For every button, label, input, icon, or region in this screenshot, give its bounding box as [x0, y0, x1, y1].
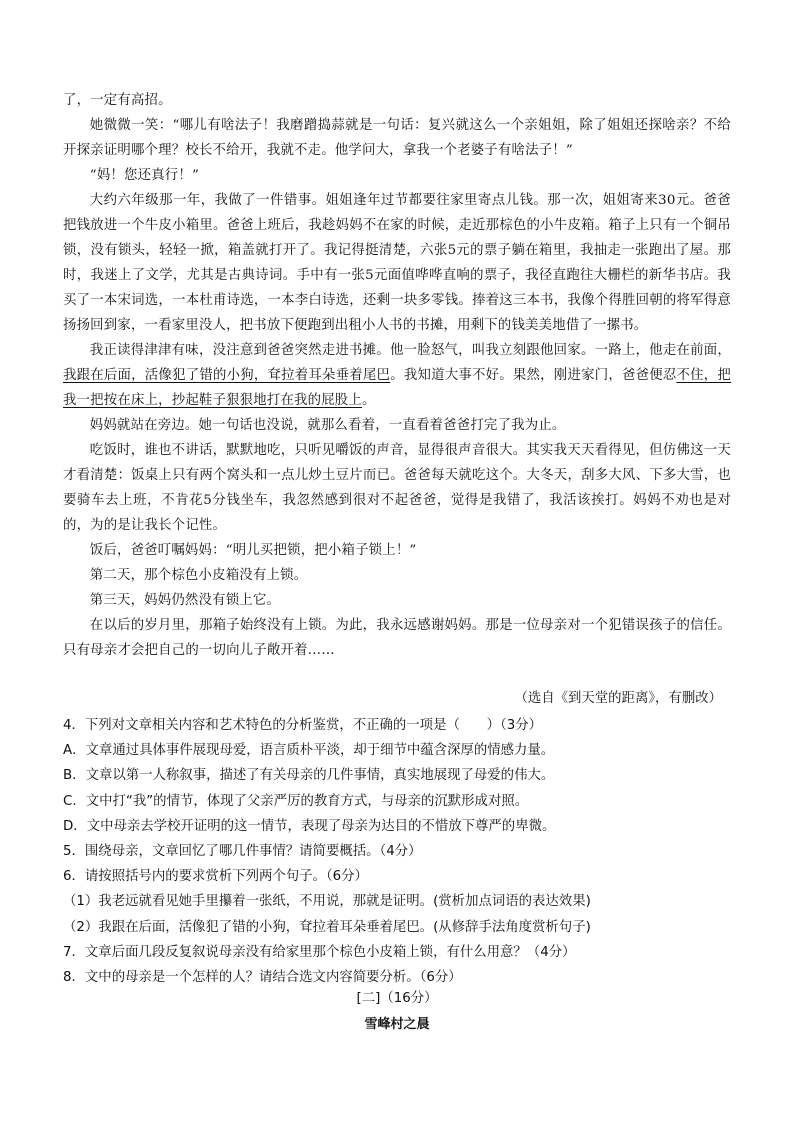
question-5: 5．围绕母亲，文章回忆了哪几件事情？请简要概括。（4分）: [63, 844, 422, 860]
question-6-part-2: （2）我跟在后面，活像犯了错的小狗，耷拉着耳朵垂着尾巴。(从修辞手法角度赏析句子): [63, 919, 591, 935]
passage-paragraph: 饭后，爸爸叮嘱妈妈：“明儿买把锁，把小箱子锁上！”: [89, 543, 417, 558]
section-heading: [二]（16分）: [356, 991, 438, 1006]
question-6-part-1: （1）我老远就看见她手里攥着一张纸，不用说，那就是证明。(赏析加点词语的表达效果): [63, 894, 591, 910]
option-b: B．文章以第一人称叙事，描述了有关母亲的几件事情，真实地展现了母爱的伟大。: [63, 768, 555, 784]
reading-passage: [63, 88, 731, 663]
passage-text: 。我知道大事不好。果然，刚进家门，爸爸便忍: [390, 368, 677, 383]
underlined-sentence-1: 我跟在后面，活像犯了错的小狗，耷拉着耳朵垂着尾巴: [63, 368, 391, 383]
passage-paragraph: [63, 338, 731, 413]
passage-paragraph: 第三天，妈妈仍然没有锁上它。: [89, 593, 281, 608]
passage-paragraph: 大约六年级那一年，我做了一件错事。姐姐逢年过节都要往家里寄点儿钱。那一次，姐姐寄来30元。爸爸把钱放进一个牛皮小箱里。爸爸上班后，我趁妈妈不在家的时候，走近那棕色的小牛皮箱。箱子上只有一个铜吊锁，没有锁头，轻轻一掀，箱盖就打开了。我记得挺清楚，六张5元的票子躺在箱里，我抽走一张跑出了屋。那时，我迷上了文学，尤其是古典诗词。手中有一张5元面值哗哗直响的票子，我径直跑往大栅栏的新华书店。我买了一本宋词选，一本杜甫诗选，一本李白诗选，还剩一块多零钱。捧着这三本书，我像个得胜回朝的将军得意扬扬回到家，一看家里没人，把书放下便跑到出租小人书的书摊，用剩下的钱美美地借了一摞书。: [63, 193, 731, 333]
question-list: [63, 713, 733, 990]
passage-source: （选自《到天堂的距离》，有删改）: [514, 691, 722, 706]
passage-paragraph: “妈！您还真行！”: [89, 168, 200, 183]
next-passage-title: 雪峰村之晨: [364, 1017, 430, 1032]
question-6: 6．请按照括号内的要求赏析下列两个句子。（6分）: [63, 869, 368, 885]
passage-paragraph: 了，一定有高招。: [63, 93, 172, 108]
passage-text: 我正读得津津有味，没注意到爸爸突然走进书摊。他一脸怒气，叫我立刻跟他回家。一路上，他走在前面，: [89, 343, 731, 358]
option-a: A．文章通过具体事件展现母爱，语言质朴平淡，却于细节中蕴含深厚的情感力量。: [63, 743, 555, 759]
passage-paragraph: 在以后的岁月里，那箱子始终没有上锁。为此，我永远感谢妈妈。那是一位母亲对一个犯错误孩子的信任。只有母亲才会把自己的一切向儿子敞开着……: [63, 618, 731, 658]
question-4: 4．下列对文章相关内容和艺术特色的分析鉴赏，不正确的一项是（ ）（3分）: [63, 718, 543, 733]
passage-paragraph: 吃饭时，谁也不讲话，默默地吃，只听见嚼饭的声音，显得很声音很大。其实我天天看得见，但仿佛这一天才看清楚：饭桌上只有两个窝头和一点儿炒土豆片而已。爸爸每天就吃这个。大冬天，刮多大风、下多大雪，也要骑车去上班，不肯花5分钱坐车，我忽然感到很对不起爸爸，觉得是我错了，我活该挨打。妈妈不劝也是对的，为的是让我长个记性。: [63, 443, 731, 533]
passage-paragraph: 她微微一笑：“哪儿有啥法子！我磨蹭捣蒜就是一句话：复兴就这么一个亲姐姐，除了姐姐还探啥亲？不给开探亲证明哪个理？校长不给开，我就不走。他学问大，拿我一个老婆子有啥法子！”: [63, 118, 731, 158]
passage-text: 。: [362, 393, 376, 408]
option-c: C．文中打“我”的情节，体现了父亲严厉的教育方式，与母亲的沉默形成对照。: [63, 793, 529, 809]
passage-paragraph: 妈妈就站在旁边。她一句话也没说，就那么看着，一直看着爸爸打完了我为止。: [89, 418, 566, 433]
question-8: 8．文中的母亲是一个怎样的人？请结合选文内容简要分析。（6分）: [63, 970, 462, 986]
option-d: D．文中母亲去学校开证明的这一情节，表现了母亲为达目的不惜放下尊严的卑微。: [63, 818, 556, 834]
underlined-sentence-2: 不住，把我一把按在床上，抄起鞋子狠狠地打在我的屁股上: [63, 368, 731, 408]
passage-paragraph: 第二天，那个棕色小皮箱没有上锁。: [89, 568, 308, 583]
question-7: 7．文章后面几段反复叙说母亲没有给家里那个棕色小皮箱上锁，有什么用意？（4分）: [63, 944, 576, 960]
